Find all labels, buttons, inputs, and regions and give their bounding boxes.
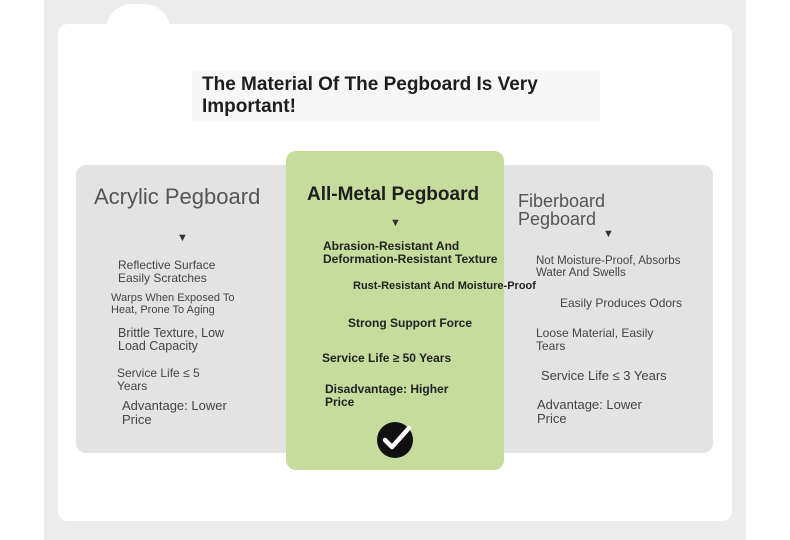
metal-item: Disadvantage: Higher Price: [325, 382, 449, 409]
metal-title: All-Metal Pegboard: [307, 184, 480, 205]
acrylic-item: Brittle Texture, Low Load Capacity: [118, 326, 225, 354]
headline: The Material Of The Pegboard Is Very Important!: [192, 70, 600, 122]
acrylic-item: Warps When Exposed To Heat, Prone To Aging: [111, 292, 235, 316]
metal-item: Service Life ≥ 50 Years: [322, 351, 452, 365]
fiberboard-item: Loose Material, Easily Tears: [536, 326, 654, 353]
acrylic-item: Reflective Surface Easily Scratches: [118, 258, 216, 285]
triangle-down-icon: ▼: [177, 232, 188, 244]
metal-item: Strong Support Force: [348, 316, 472, 330]
metal-item: Rust-Resistant And Moisture-Proof: [353, 280, 536, 292]
fiberboard-item: Service Life ≤ 3 Years: [541, 368, 667, 383]
acrylic-item: Service Life ≤ 5 Years: [117, 366, 200, 393]
fiberboard-item: Easily Produces Odors: [560, 296, 683, 310]
triangle-down-icon: ▼: [390, 217, 401, 229]
metal-item: Abrasion-Resistant And Deformation-Resistant Texture: [323, 239, 498, 266]
acrylic-title: Acrylic Pegboard: [94, 184, 261, 209]
check-circle-icon: [376, 421, 414, 459]
fiberboard-item: Not Moisture-Proof, Absorbs Water And Swells: [536, 255, 681, 280]
fiberboard-title: Fiberboard Pegboard: [518, 191, 606, 229]
fiberboard-item: Advantage: Lower Price: [537, 397, 642, 426]
acrylic-item: Advantage: Lower Price: [122, 398, 227, 427]
triangle-down-icon: ▼: [603, 228, 614, 240]
